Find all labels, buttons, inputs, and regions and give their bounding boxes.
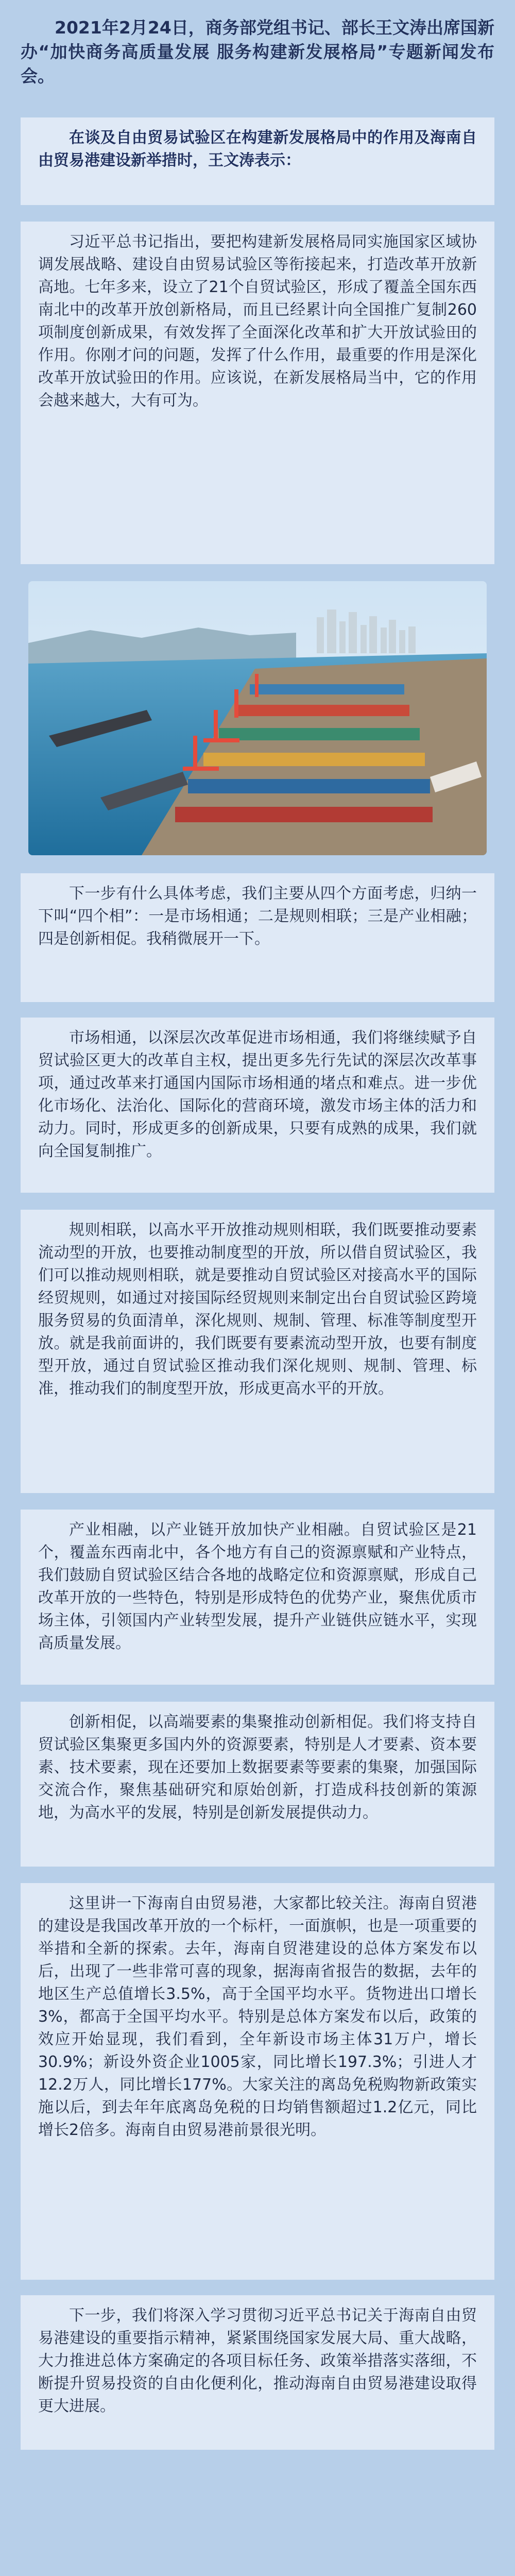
answer-panel-4 (21, 1210, 494, 1493)
innovation-paragraph: 创新相促，以高端要素的集聚推动创新相促。我们将支持自贸试验区集聚更多国内外的资源要素，特别是人才要素、资本要素、技术要素，现在还要加上数据要素等要素的集聚，加强国际交流合作，聚焦基础研究和原始创新，打造成科技创新的策源地，为高水平的发展，特别是创新发展提供动力。 (38, 1713, 477, 1822)
industry-paragraph: 产业相融，以产业链开放加快产业相融。自贸试验区是21个，覆盖东西南北中，各个地方有自己的资源禀赋和产业特点，我们鼓励自贸试验区结合各地的战略定位和资源禀赋，形成自己改革开放的一些特色，特别是形成特色的优势产业，聚焦优质市场主体，引领国内产业转型发展，提升产业链供应链水平，实现高质量发展。 (38, 1521, 477, 1652)
port-aerial-image (28, 581, 487, 855)
answer-panel-8 (21, 2295, 494, 2450)
answer-panel-6 (21, 1702, 494, 1867)
answer-panel-5 (21, 1510, 494, 1685)
port-photo (28, 581, 487, 855)
market-paragraph: 市场相通，以深层次改革促进市场相通，我们将继续赋予自贸试验区更大的改革自主权，提出更多先行先试的深层次改革事项，通过改革来打通国内国际市场相通的堵点和难点。进一步优化市场化、法治化、国际化的营商环境，激发市场主体的活力和动力。同时，形成更多的创新成果，只要有成熟的成果，我们就向全国复制推广。 (38, 1029, 477, 1160)
rules-paragraph: 规则相联，以高水平开放推动规则相联，我们既要推动要素流动型的开放，也要推动制度型的开放，所以借自贸试验区，我们可以推动规则相联，就是要推动自贸试验区对接高水平的国际经贸规则，如通过对接国际经贸规则来制定出台自贸试验区跨境服务贸易的负面清单，深化规则、规制、管理、标准等制度型开放。就是我前面讲的，我们既要有要素流动型开放，也要有制度型开放，通过自贸试验区推动我们深化规则、规制、管理、标准，推动我们的制度型开放，形成更高水平的开放。 (38, 1221, 477, 1398)
intro-paragraph: 2021年2月24日，商务部党组书记、部长王文涛出席国新办“加快商务高质量发展 服务构建新发展格局”专题新闻发布会。 (21, 18, 494, 86)
overview-paragraph: 下一步有什么具体考虑，我们主要从四个方面考虑，归纳一下叫“四个相”：一是市场相通；二是规则相联；三是产业相融；四是创新相促。我稍微展开一下。 (38, 885, 477, 948)
next-step-paragraph: 下一步，我们将深入学习贯彻习近平总书记关于海南自由贸易港建设的重要指示精神，紧紧围绕国家发展大局、重大战略，大力推进总体方案确定的各项目标任务、政策举措落实落细，不断提升贸易投资的自由化便利化，推动海南自由贸易港建设取得更大进展。 (38, 2307, 477, 2415)
answer-paragraph-1: 习近平总书记指出，要把构建新发展格局同实施国家区域协调发展战略、建设自由贸易试验区等衔接起来，打造改革开放新高地。七年多来，设立了21个自贸试验区，形成了覆盖全国东西南北中的改革开放创新格局，而且已经累计向全国推广复制260项制度创新成果，有效发挥了全面深化改革和扩大开放试验田的作用。你刚才问的问题，发挥了什么作用，最重要的作用是深化改革开放试验田的作用。应该说，在新发展格局当中，它的作用会越来越大，大有可为。 (38, 233, 477, 410)
hainan-paragraph: 这里讲一下海南自由贸易港，大家都比较关注。海南自贸港的建设是我国改革开放的一个标杆，一面旗帜，也是一项重要的举措和全新的探索。去年，海南自贸港建设的总体方案发布以后，出现了一些非常可喜的现象，据海南省报告的数据，去年的地区生产总值增长3.5%，高于全国平均水平。货物进出口增长3%，都高于全国平均水平。特别是总体方案发布以后，政策的效应开始显现，我们看到，全年新设市场主体31万户，增长30.9%；新设外资企业1005家，同比增长197.3%；引进人才12.2万人，同比增长177%。大家关注的离岛免税购物新政策实施以后，到去年年底离岛免税的日均销售额超过1.2亿元，同比增长2倍多。海南自由贸易港前景很光明。 (38, 1894, 477, 2139)
question-text: 在谈及自由贸易试验区在构建新发展格局中的作用及海南自由贸易港建设新举措时，王文涛表示： (38, 129, 477, 170)
answer-panel-3 (21, 1018, 494, 1193)
answer-panel-1 (21, 222, 494, 564)
answer-panel-2 (21, 873, 494, 1002)
question-panel (21, 117, 494, 205)
answer-panel-7 (21, 1883, 494, 2280)
